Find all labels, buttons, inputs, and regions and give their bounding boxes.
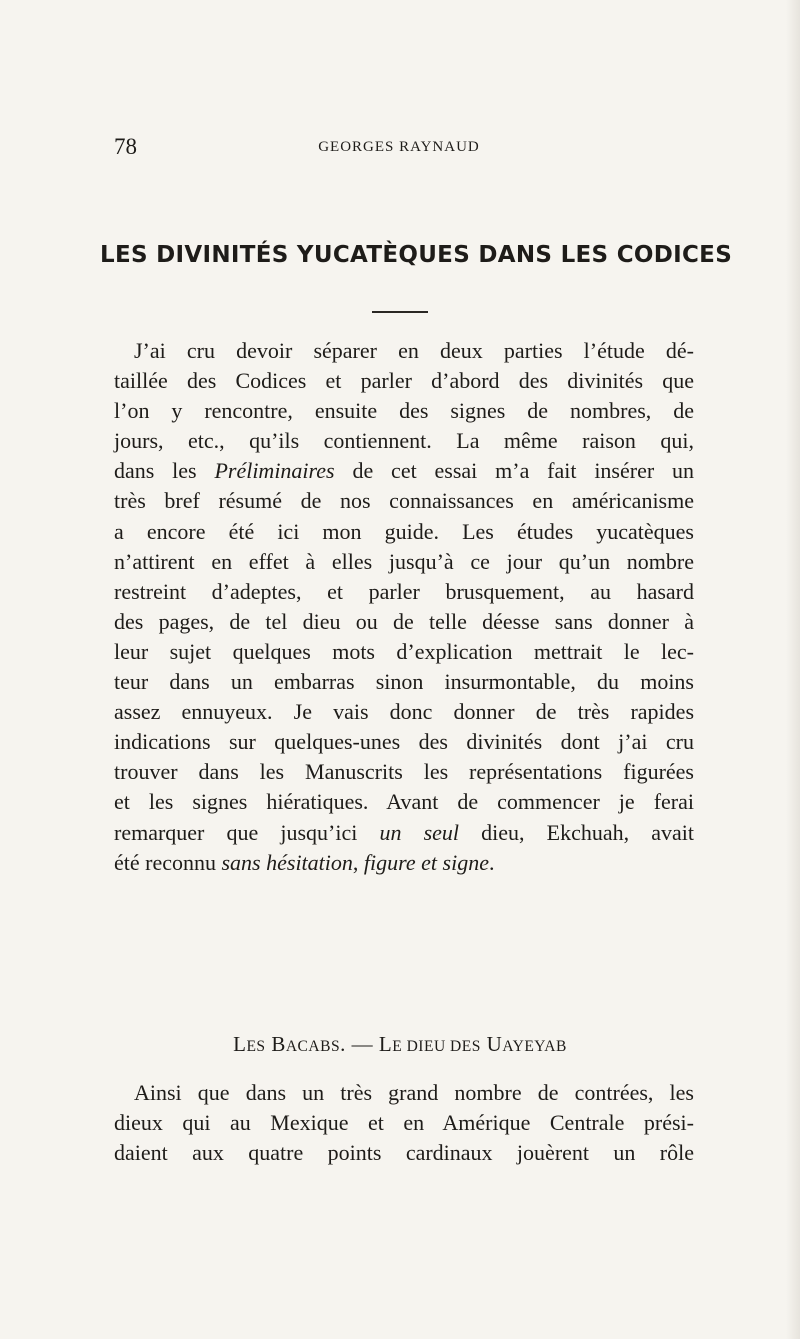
text-line: l’on y rencontre, ensuite des signes de nombres, de bbox=[114, 398, 694, 424]
text-line: n’attirent en effet à elles jusqu’à ce jour qu’un nombre bbox=[114, 548, 694, 574]
text-line: assez ennuyeux. Je vais donc donner de très rapides bbox=[114, 699, 694, 725]
paragraph-2 bbox=[114, 1078, 694, 1168]
text-line: leur sujet quelques mots d’explication mettrait le lec- bbox=[114, 638, 694, 664]
text-line: J’ai cru devoir séparer en deux parties l’étude dé- bbox=[134, 338, 694, 363]
running-head: GEORGES RAYNAUD bbox=[318, 139, 480, 155]
text-line: dans les Préliminaires de cet essai m’a fait insérer un bbox=[114, 458, 695, 484]
paragraph-1 bbox=[114, 336, 694, 878]
text-line: trouver dans les Manuscrits les représentations figurées bbox=[114, 759, 694, 785]
text-line: été reconnu sans hésitation, figure et signe. bbox=[114, 849, 495, 875]
text-line: et les signes hiératiques. Avant de commencer je ferai bbox=[114, 789, 694, 815]
italic-emphasis: un seul bbox=[379, 819, 460, 845]
page-edge-shadow bbox=[786, 0, 800, 1339]
italic-emphasis: sans hésitation bbox=[221, 849, 353, 875]
text-line: remarquer que jusqu’ici un seul dieu, Ekchuah, avait bbox=[114, 819, 694, 845]
text-line: daient aux quatre points cardinaux jouèrent un rôle bbox=[114, 1140, 694, 1166]
text-line: indications sur quelques-unes des divinités dont j’ai cru bbox=[114, 729, 694, 755]
page-number: 78 bbox=[114, 134, 137, 159]
text-line: taillée des Codices et parler d’abord des divinités que bbox=[114, 368, 694, 394]
page-header bbox=[114, 134, 684, 160]
title-divider bbox=[372, 311, 428, 313]
chapter-title: LES DIVINITÉS YUCATÈQUES DANS LES CODICES bbox=[100, 242, 733, 268]
italic-emphasis: figure et signe bbox=[363, 849, 489, 875]
italic-title: Préliminaires bbox=[214, 458, 335, 484]
text-line: très bref résumé de nos connaissances en américanisme bbox=[114, 488, 694, 514]
text-line: Ainsi que dans un très grand nombre de contrées, les bbox=[134, 1080, 694, 1105]
text-line: dieux qui au Mexique et en Amérique Centrale prési- bbox=[114, 1110, 694, 1136]
text-line: a encore été ici mon guide. Les études yucatèques bbox=[114, 518, 694, 544]
section-heading: LES BACABS. — LE DIEU DES UAYEYAB bbox=[233, 1032, 567, 1056]
text-line: des pages, de tel dieu ou de telle déesse sans donner à bbox=[114, 608, 694, 634]
text-line: restreint d’adeptes, et parler brusquement, au hasard bbox=[114, 578, 694, 604]
text-line: teur dans un embarras sinon insurmontable, du moins bbox=[114, 669, 694, 695]
text-line: jours, etc., qu’ils contiennent. La même raison qui, bbox=[114, 428, 694, 454]
